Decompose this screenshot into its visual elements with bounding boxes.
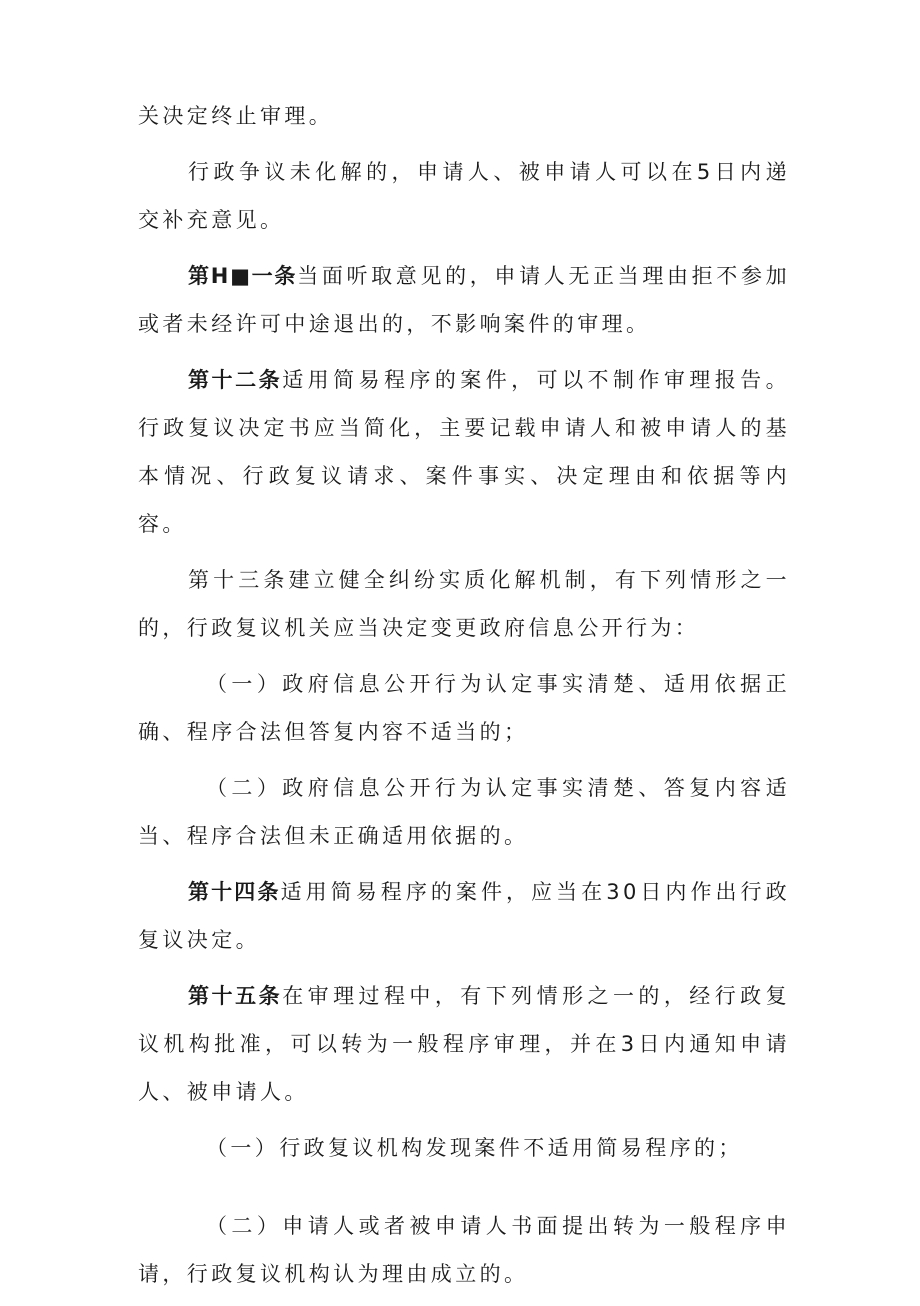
article-heading: 第十二条 — [188, 368, 283, 392]
paragraph-text: （二）申请人或者被申请人书面提出转为一般程序申请，行政复议机构认为理由成立的。 — [138, 1214, 790, 1286]
paragraph-text: 行政争议未化解的，申请人、被申请人可以在5日内递交补充意见。 — [138, 160, 790, 232]
article-heading: 第H■一条 — [188, 264, 298, 288]
paragraph-text: 适用简易程序的案件，应当在30日内作出行政复议决定。 — [138, 880, 791, 952]
paragraph-text: （二）政府信息公开行为认定事实清楚、答复内容适当、程序合法但未正确适用依据的。 — [138, 776, 790, 848]
list-item-two — [138, 764, 790, 860]
article-heading: 第十五条 — [188, 984, 283, 1008]
article-heading: 第十四条 — [188, 880, 281, 904]
article-twelve — [138, 356, 790, 548]
list-item-one — [138, 660, 790, 756]
paragraph-text: 当面听取意见的，申请人无正当理由拒不参加或者未经许可中途退出的，不影响案件的审理。 — [138, 264, 790, 336]
paragraph-text: 在审理过程中，有下列情形之一的，经行政复议机构批准，可以转为一般程序审理，并在3日内通知申请人、被申请人。 — [138, 984, 791, 1104]
paragraph-supplement-opinion — [138, 148, 790, 244]
article-eleven — [138, 252, 790, 348]
paragraph-text: 适用简易程序的案件，可以不制作审理报告。行政复议决定书应当简化，主要记载申请人和被申请人的基本情况、行政复议请求、案件事实、决定理由和依据等内容。 — [138, 368, 791, 536]
paragraph-text: （一）政府信息公开行为认定事实清楚、适用依据正确、程序合法但答复内容不适当的； — [138, 672, 790, 744]
article-fifteen — [138, 972, 790, 1116]
article-thirteen — [138, 556, 790, 652]
paragraph-text: 关决定终止审理。 — [138, 104, 334, 128]
paragraph-continuation — [138, 92, 790, 140]
paragraph-text: 第十三条建立健全纠纷实质化解机制，有下列情形之一的，行政复议机关应当决定变更政府信息公开行为： — [138, 568, 790, 640]
list-item-one — [138, 1124, 790, 1172]
document-body — [138, 92, 790, 1306]
list-item-two — [138, 1202, 790, 1298]
article-fourteen — [138, 868, 790, 964]
paragraph-text: （一）行政复议机构发现案件不适用简易程序的； — [206, 1136, 743, 1160]
